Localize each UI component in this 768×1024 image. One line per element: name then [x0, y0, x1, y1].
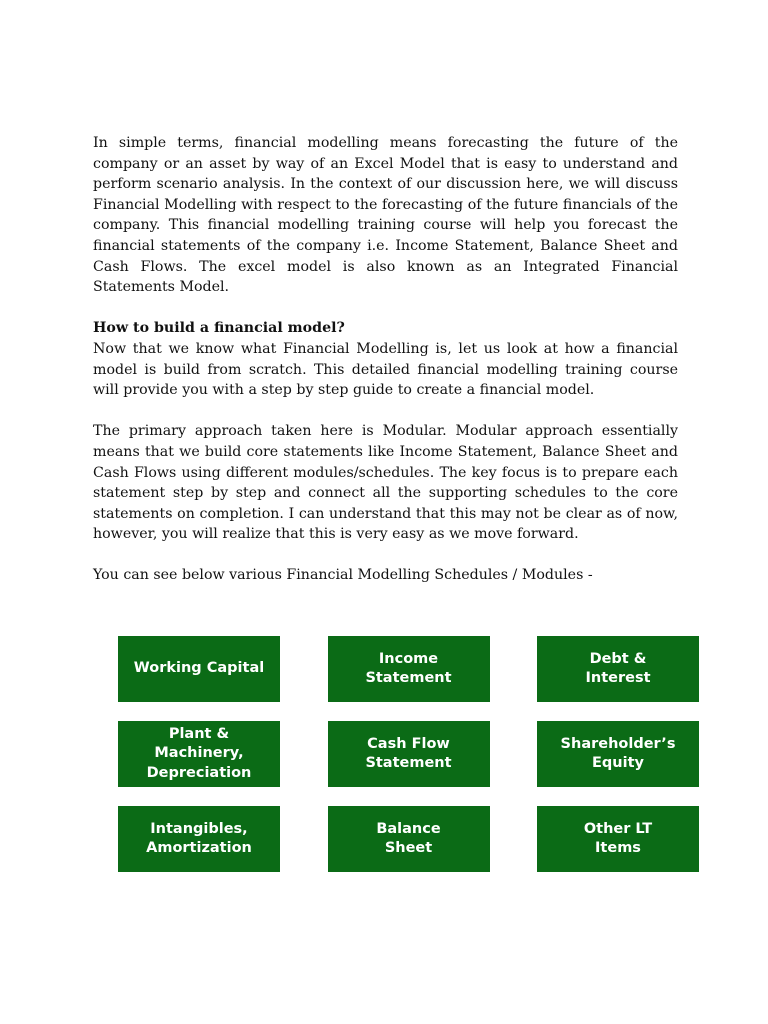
paragraph-spacer	[93, 545, 678, 566]
module-working-capital: Working Capital	[118, 636, 280, 702]
module-cash-flow-statement: Cash Flow Statement	[328, 721, 490, 787]
modules-grid	[118, 636, 699, 872]
section-heading: How to build a financial model?	[93, 320, 345, 337]
intro-paragraph: In simple terms, financial modelling means forecasting the future of the company or an asset by way of an Excel Model that is easy to understand and perform scenario analysis. In the context of our discussion here, we will discuss Financial Modelling with respect to the forecasting of the future financials of the company. This financial modelling training course will help you forecast the financial statements of the company i.e. Income Statement, Balance Sheet and Cash Flows. The excel model is also known as an Integrated Financial Statements Model.	[93, 135, 678, 296]
schedules-intro: You can see below various Financial Modelling Schedules / Modules -	[93, 567, 593, 584]
module-balance-sheet: Balance Sheet	[328, 806, 490, 872]
module-other-lt-items: Other LT Items	[537, 806, 699, 872]
approach-paragraph: The primary approach taken here is Modular. Modular approach essentially means that we build core statements like Income Statement, Balance Sheet and Cash Flows using different modules/schedules. The key focus is to prepare each statement step by step and connect all the supporting schedules to the core statements on completion. I can understand that this may not be clear as of now, however, you will realize that this is very easy as we move forward.	[93, 423, 678, 543]
module-intangibles-amortization: Intangibles, Amortization	[118, 806, 280, 872]
module-shareholders-equity: Shareholder’s Equity	[537, 721, 699, 787]
paragraph-spacer	[93, 401, 678, 422]
build-paragraph: Now that we know what Financial Modelling is, let us look at how a financial model is build from scratch. This detailed financial modelling training course will provide you with a step by step guide to create a financial model.	[93, 340, 678, 399]
module-debt-interest: Debt & Interest	[537, 636, 699, 702]
module-plant-machinery-depreciation: Plant & Machinery, Depreciation	[118, 721, 280, 787]
module-income-statement: Income Statement	[328, 636, 490, 702]
document-body	[93, 133, 678, 586]
paragraph-spacer	[93, 298, 678, 319]
